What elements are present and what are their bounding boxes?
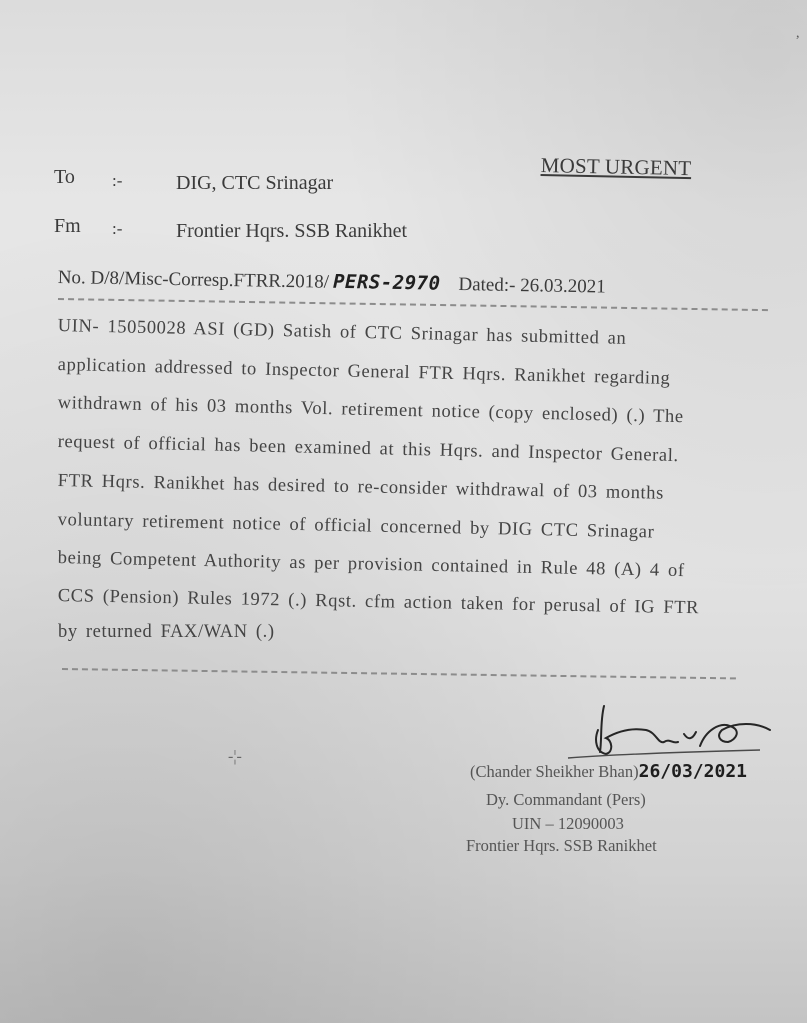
to-colon: :- [112, 171, 123, 190]
from-label: Fm [54, 215, 81, 237]
body-line-4: request of official has been examined at this Hqrs. and Inspector General. [57, 432, 679, 467]
signature-scribble [560, 700, 780, 770]
from-colon: :- [112, 219, 123, 238]
to-label: To [54, 166, 75, 188]
urgency-heading: MOST URGENT [540, 153, 692, 181]
signatory-designation: Dy. Commandant (Pers) [486, 790, 646, 809]
body-line-7: being Competent Authority as per provision contained in Rule 48 (A) 4 of [57, 548, 685, 582]
divider-bottom [62, 668, 736, 679]
signatory-office: Frontier Hqrs. SSB Ranikhet [466, 836, 657, 855]
corner-mark: , [796, 26, 800, 41]
signatory-line [470, 761, 747, 782]
body-line-2: application addressed to Inspector General FTR Hqrs. Ranikhet regarding [57, 355, 671, 389]
body-line-8: CCS (Pension) Rules 1972 (.) Rqst. cfm action taken for perusal of IG FTR [57, 586, 700, 619]
body-line-5: FTR Hqrs. Ranikhet has desired to re-consider withdrawal of 03 months [57, 471, 665, 504]
divider-top [58, 298, 768, 311]
dated-text: Dated:- 26.03.2021 [458, 273, 606, 298]
signatory-name: (Chander Sheikher Bhan) [470, 762, 639, 781]
signature-date: 26/03/2021 [638, 761, 747, 782]
body-line-1: UIN- 15050028 ASI (GD) Satish of CTC Srinagar has submitted an [57, 316, 627, 349]
signatory-uin: UIN – 12090003 [512, 814, 624, 833]
body-line-3: withdrawn of his 03 months Vol. retirement notice (copy enclosed) (.) The [57, 393, 684, 428]
stray-mark: -¦- [228, 748, 242, 765]
reference-number: No. D/8/Misc-Corresp.FTRR.2018/ [57, 266, 330, 293]
body-line-9: by returned FAX/WAN (.) [58, 622, 275, 642]
from-value: Frontier Hqrs. SSB Ranikhet [176, 220, 408, 242]
body-line-6: voluntary retirement notice of official concerned by DIG CTC Srinagar [57, 510, 655, 543]
reference-line [58, 266, 606, 299]
reference-handwritten: PERS-2970 [332, 270, 441, 295]
to-value: DIG, CTC Srinagar [176, 172, 334, 194]
